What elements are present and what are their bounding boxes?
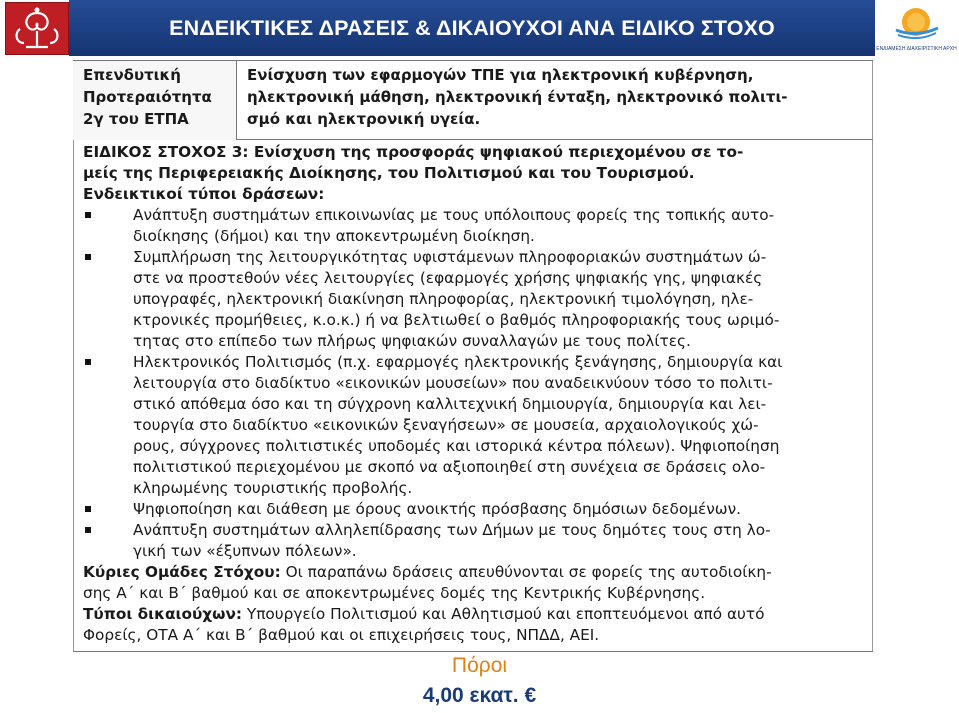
- target-groups-text: σης Α΄ και Β΄ βαθμού και σε αποκεντρωμένες δομές της Κεντρικής Κυβέρνησης.: [83, 584, 706, 602]
- beneficiaries-line: [83, 604, 764, 625]
- target-groups-text: Οι παραπάνω δράσεις απευθύνονται σε φορείς της αυτοδιοίκη-: [280, 563, 772, 581]
- priority-label-cell: [73, 61, 237, 140]
- beneficiaries-text: Φορείς, ΟΤΑ Α΄ και Β΄ βαθμού και οι επιχειρήσεις τους, ΝΠΔΔ, ΑΕΙ.: [83, 626, 600, 644]
- document-table: [73, 60, 873, 652]
- bullet-text-line: Ανάπτυξη συστημάτων επικοινωνίας με τους υπόλοιπους φορείς της τοπικής αυτο-: [133, 206, 775, 224]
- bullet-text-line: στικό απόθεμα όσο και τη σύγχρονη καλλιτεχνική δημιουργία, δημιουργία και λει-: [133, 395, 767, 413]
- bullet-text-line: λειτουργία στο διαδίκτυο «εικονικών μουσείων» που αναδεικνύουν τόσο το πολιτι-: [133, 374, 773, 392]
- bullet-text-line: γική των «έξυπνων πόλεων».: [133, 542, 357, 560]
- bullet-marker: [85, 359, 91, 365]
- bullet-text-line: στε να προστεθούν νέες λειτουργίες (εφαρμογές χρήσης ψηφιακής γης, ψηφιακές: [133, 269, 763, 287]
- priority-label-line: Προτεραιότητα: [83, 88, 212, 106]
- priority-text-line: Ενίσχυση των εφαρμογών ΤΠΕ για ηλεκτρονική κυβέρνηση,: [247, 66, 754, 84]
- bullet-marker: [85, 506, 91, 512]
- bullet-marker: [85, 212, 91, 218]
- objective-title-line: ΕΙΔΙΚΟΣ ΣΤΟΧΟΣ 3: Ενίσχυση της προσφοράς ψηφιακού περιεχομένου σε το-: [83, 143, 744, 161]
- bullet-text-line: πολιτιστικού περιεχομένου με σκοπό να αξιοποιηθεί στη συνέχεια σε δράσεις ολο-: [133, 458, 766, 476]
- priority-text-cell: [237, 61, 873, 140]
- bullet-text-line: Ψηφιοποίηση και διάθεση με όρους ανοικτής πρόσβασης δημόσιων δεδομένων.: [133, 500, 741, 518]
- bullet-text-line: ρους, σύγχρονες πολιτιστικές υποδομές και ιστορικά κέντρα πόλεων). Ψηφιοποίηση: [133, 437, 780, 455]
- bullet-text-line: Ανάπτυξη συστημάτων αλληλεπίδρασης των Δήμων με τους δημότες τους στη λο-: [133, 521, 771, 539]
- sun-logo-icon: [876, 2, 957, 56]
- bullet-text-line: κληρωμένης τουριστικής προβολής.: [133, 479, 413, 497]
- target-groups-label: Κύριες Ομάδες Στόχου:: [83, 563, 281, 581]
- priority-text-line: σμό και ηλεκτρονική υγεία.: [247, 110, 481, 128]
- page-title: ΕΝΔΕΙΚΤΙΚΕΣ ΔΡΑΣΕΙΣ & ΔΙΚΑΙΟΥΧΟΙ ΑΝΑ ΕΙΔΙΚΟ ΣΤΟΧΟ: [169, 16, 775, 40]
- priority-row: [73, 60, 873, 140]
- objective-row: [73, 140, 873, 652]
- beneficiaries-text: Υπουργείο Πολιτισμού και Αθλητισμού και εποπτευόμενοι από αυτό: [242, 605, 765, 623]
- slide-header: [0, 0, 959, 58]
- target-groups-line: [83, 562, 772, 583]
- bullet-text-line: κτρονικές προμήθειες, κ.ο.κ.) ή να βελτιωθεί ο βαθμός πληροφοριακής τους ωριμό-: [133, 311, 780, 329]
- authority-logo-text: ΕΝΔΙΑΜΕΣΗ ΔΙΑΧΕΙΡΙΣΤΙΚΗ ΑΡΧΗ: [876, 46, 957, 52]
- priority-text-line: ηλεκτρονική μάθηση, ηλεκτρονική ένταξη, ηλεκτρονικό πολιτι-: [247, 88, 788, 106]
- resources-label: Πόροι: [451, 654, 508, 677]
- objective-title-line: μείς της Περιφερειακής Διοίκησης, του Πολιτισμού και του Τουρισμού.: [83, 164, 695, 182]
- bullet-text-line: Συμπλήρωση της λειτουργικότητας υφιστάμενων πληροφοριακών συστημάτων ώ-: [133, 248, 767, 266]
- actions-heading: Ενδεικτικοί τύποι δράσεων:: [83, 185, 325, 203]
- bullet-text-line: υπογραφές, ηλεκτρονική διακίνηση πληροφορίας, ηλεκτρονική τιμολόγηση, ηλε-: [133, 290, 754, 308]
- bullet-marker: [85, 254, 91, 260]
- resources-amount: 4,00 εκατ. €: [422, 684, 537, 707]
- bullet-text-line: Ηλεκτρονικός Πολιτισμός (π.χ. εφαρμογές ηλεκτρονικής ξενάγησης, δημιουργία και: [133, 353, 783, 371]
- priority-label-line: Επενδυτική: [83, 66, 181, 84]
- title-bar: [69, 0, 875, 56]
- bullet-marker: [85, 527, 91, 533]
- greek-ornament-logo-icon: [5, 2, 69, 55]
- bullet-text-line: τουργία στο διαδίκτυο «εικονικών ξεναγήσεων» σε μουσεία, αρχαιολογικούς χώ-: [133, 416, 759, 434]
- priority-label-line: 2γ του ΕΤΠΑ: [83, 110, 189, 128]
- beneficiaries-label: Τύποι δικαιούχων:: [83, 605, 243, 623]
- bullet-text-line: διοίκησης (δήμοι) και την αποκεντρωμένη διοίκηση.: [133, 227, 535, 245]
- bullet-text-line: τητας στο επίπεδο των πλήρως ψηφιακών συναλλαγών με τους πολίτες.: [133, 332, 691, 350]
